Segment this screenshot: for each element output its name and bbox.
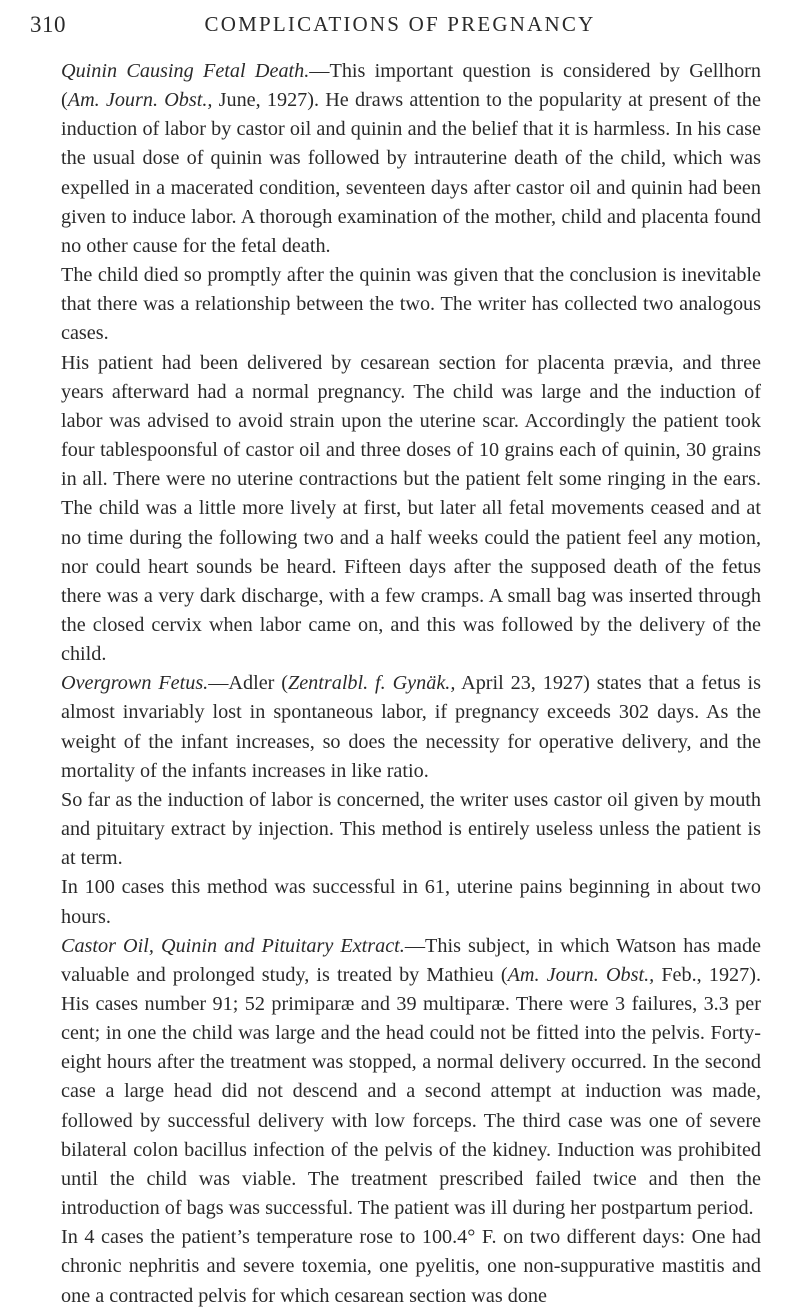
- paragraph-text: The child died so promptly after the quinin was given that the conclusion is inevitable that there was a relationship between the two. The writer has collected two analogous cases.: [61, 264, 761, 345]
- paragraph: [61, 932, 761, 1224]
- paragraph-text: —This important question is considered by Gellhorn (: [61, 60, 761, 112]
- paragraph-text: June, 1927). He draws attention to the popularity at present of the induction of labor by castor oil and quinin and the belief that it is harmless. In his case the usual dose of quinin was followed by intrauterine death of the child, which was expelled in a macerated condition, seventeen days after castor oil and quinin had been given to induce labor. A thorough examination of the mother, child and placenta found no other cause for the fetal death.: [61, 89, 761, 257]
- paragraph-text: So far as the induction of labor is concerned, the writer uses castor oil given by mouth and pituitary extract by injection. This method is entirely useless unless the patient is at term.: [61, 788, 761, 870]
- page-number: 310: [30, 12, 66, 37]
- paragraph-text: In 4 cases the patient’s temperature rose to 100.4° F. on two different days: One had chronic nephritis and severe toxemia, one pyelitis, one non-suppurative mastitis and one a contracted pelvis for which cesarean section was done: [61, 1226, 761, 1307]
- paragraph: [61, 57, 761, 261]
- paragraph: [61, 786, 761, 873]
- citation-journal: Am. Journ. Obst.,: [507, 963, 655, 986]
- paragraph-text: —This subject, in which Watson has made valuable and prolonged study, is treated by Mathieu (: [61, 934, 762, 986]
- paragraph: [61, 349, 761, 670]
- section-heading: Overgrown Fetus.: [61, 672, 209, 695]
- body-text: [61, 57, 761, 1311]
- paragraph: [61, 261, 761, 348]
- section-heading: Quinin Causing Fetal Death.: [61, 60, 310, 82]
- paragraph-text: Feb., 1927). His cases number 91; 52 primiparæ and 39 multiparæ. There were 3 failures, 3.3 per cent; in one the child was large and the head could not be fitted into the pelvis. Forty-eight hours after the treatment was stopped, a normal delivery occurred. In the second case a large head did not descend and a second attempt at induction was made, followed by successful delivery with low forceps. The third case was one of severe bilateral colon bacillus infection of the pelvis of the kidney. Induction was prohibited until the child was viable. The treatment prescribed failed twice and then the introduction of bags was successful. The patient was ill during her postpartum period.: [61, 963, 761, 1220]
- paragraph-text: His patient had been delivered by cesarean section for placenta prævia, and three years afterward had a normal pregnancy. The child was large and the induction of labor was advised to avoid strain upon the uterine scar. Accordingly the patient took four tablespoonsful of castor oil and three doses of 10 grains each of quinin, 30 grains in all. There were no uterine contractions but the patient felt some ringing in the ears. The child was a little more lively at first, but later all fetal movements ceased and at no time during the following two and a half weeks could the patient feel any motion, nor could heart sounds be heard. Fifteen days after the supposed death of the fetus there was a very dark discharge, with a few cramps. A small bag was inserted through the closed cervix when labor came on, and this was followed by the delivery of the child.: [61, 351, 761, 666]
- paragraph: [61, 669, 761, 786]
- paragraph-text: April 23, 1927) states that a fetus is almost invariably lost in spontaneous labor, if pregnancy exceeds 302 days. As the weight of the infant increases, so does the necessity for operative delivery, and the mortality of the infants increases in like ratio.: [61, 672, 761, 782]
- paragraph: [61, 873, 761, 931]
- running-head: COMPLICATIONS OF PREGNANCY: [204, 12, 596, 36]
- section-heading: Castor Oil, Quinin and Pituitary Extract.: [61, 934, 405, 957]
- citation-journal: Zentralbl. f. Gynäk.,: [287, 672, 456, 695]
- paragraph-text: In 100 cases this method was successful in 61, uterine pains beginning in about two hours.: [61, 876, 761, 928]
- paragraph: [61, 1223, 761, 1310]
- paragraph-text: —Adler (: [208, 672, 288, 695]
- citation-journal: Am. Journ. Obst.,: [67, 89, 213, 112]
- page-header: [30, 8, 770, 44]
